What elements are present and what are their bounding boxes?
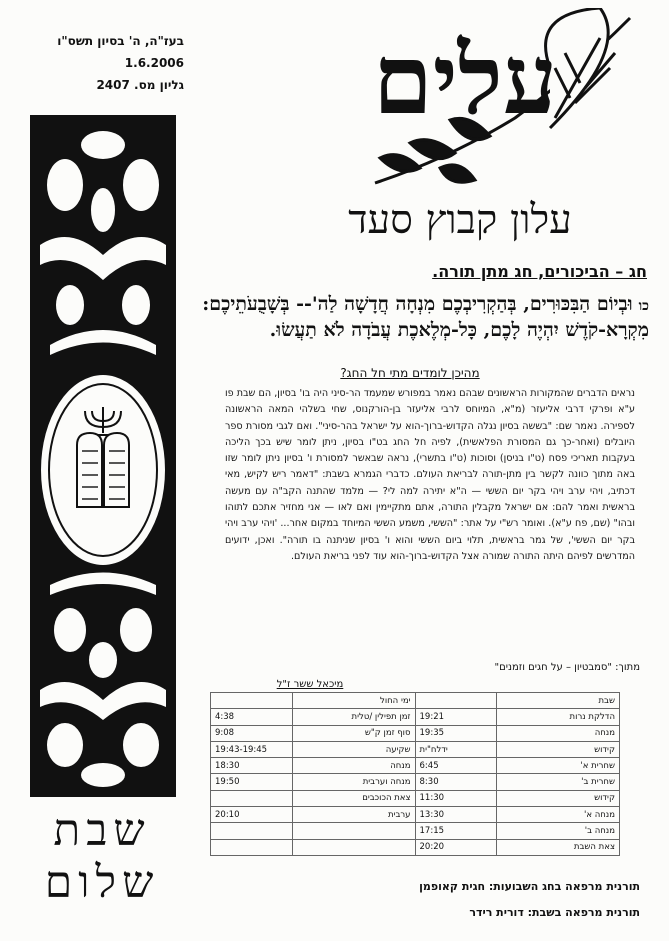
decorative-side-panel: [30, 115, 176, 797]
cell-shabbat-label: מנחה: [497, 725, 620, 741]
article-source: מתוך: "סמבטיון – על חגים וזמנים": [494, 662, 640, 673]
torah-verse: [194, 292, 649, 342]
tablets-medallion: [41, 375, 165, 565]
cell-holiday-label: סוף זמן ק"ש: [292, 725, 415, 741]
holiday-title: חג – הביכורים, חג מתן תורה.: [432, 262, 647, 281]
cell-shabbat-time: 20:20: [415, 839, 497, 855]
footer-line-1: תורנית מרפאה בחג השבועות: חגית קאופמן: [419, 880, 640, 893]
cell-shabbat-label: שחרית ב': [497, 774, 620, 790]
cell-holiday-label: [292, 839, 415, 855]
cell-shabbat-time: 19:21: [415, 709, 497, 725]
cell-shabbat-label: קידוש: [497, 741, 620, 757]
cell-shabbat-label: מנחה ב': [497, 823, 620, 839]
cell-holiday-time: 18:30: [211, 758, 293, 774]
footer-line-2: תורנית מרפאה בשבת: דורית רידר: [469, 906, 640, 919]
cell-holiday-label: שקיעה: [292, 741, 415, 757]
cell-holiday-time: [211, 839, 293, 855]
cell-holiday-time: [211, 790, 293, 806]
issue-date: 1.6.2006: [124, 56, 184, 70]
cell-holiday-label: מנחה: [292, 758, 415, 774]
article-question: מהיכן לומדים מתי חל החג?: [340, 366, 480, 380]
cell-holiday-time: 19:43-19:45: [211, 741, 293, 757]
article-author: מיכאל ששר ז"ל: [276, 679, 344, 690]
prayer-schedule-table: [210, 692, 620, 856]
table-header-row: [211, 693, 620, 709]
cell-shabbat-time: 17:15: [415, 823, 497, 839]
cell-shabbat-label: שחרית א': [497, 758, 620, 774]
issue-number: גליון מס. 2407: [96, 78, 184, 92]
cell-holiday-label: מנחה וערבית: [292, 774, 415, 790]
issue-meta: [14, 30, 184, 96]
cell-shabbat-time: ידלח"ית: [415, 741, 497, 757]
cell-holiday-label: ערבית: [292, 807, 415, 823]
verse-number: כו: [638, 298, 649, 314]
cell-shabbat-time: 11:30: [415, 790, 497, 806]
cell-shabbat-time: 6:45: [415, 758, 497, 774]
article-body: נראים הדברים שהמקורות הראשונים שבהם נאמר במפורש שמעמד הר-סיני היה בו' בסיון, הם שבת פו ע"א ופרקי דרבי אליעזר (מ"א, המיוחס לרבי אליעזר בן-הורקנוס, שחי בשלהי המאה הראשונה לספירה. נאמר שם: "בששה בסיון נגלה הקדוש-ברוך-הוא על ישראל בהר-סיני". ואם לגבי מסורת ספר היובלים (ואחר-כך גם המסורת הפלאשית), לפיה חל החג בט"ו בסיון, ניתן לומר שיש בכך הליכה בעקבות תאריכי פסח (ט"ו בניסן) וסוכות (ט"ו בתשרי), נראה שבאשר למסורת ו' בסיון ניתן לומר שזו באה מתוך כוונה לקשר בין מתן-תורה לבריאת העולם. כדברי הגמרא בשבת: "דאמר ריש לקיש, מאי דכתיב, ויהי ערב ויהי בקר יום הששי — ה"א יתירה למה לי? — מלמד שהתנה הקב"ה עם מעשה בראשית ואמר להם: אם ישראל מקבלין התורה, אתם מתקיימין ואם לאו — אני מחזיר אתכם לתוהו ובהו" (שם, פח ע"א). ואומר רש"י על אתר: "הששי, משמע הששי המיוחד במקום אחר... 'ויהי ערב ויהי בקר יום הששי', של גמר בראשית, תלוי ביום הששי והוא ו' בסיון שניתנה בו תורה". ואכן, ידועים המדרשים לפיהם היתה התורה שמורה אצל הקדוש-ברוך-הוא עוד לפני בריאת העולם.: [225, 388, 635, 562]
cell-holiday-time: [211, 823, 293, 839]
table-row: [211, 839, 620, 855]
logo-text: עלים: [372, 23, 558, 136]
cell-holiday-label: זמן תפילין /טלית: [292, 709, 415, 725]
header-holiday: ימי החול: [292, 693, 415, 709]
cell-shabbat-label: צאת השבת: [497, 839, 620, 855]
cell-shabbat-time: 13:30: [415, 807, 497, 823]
cell-shabbat-time: 8:30: [415, 774, 497, 790]
table-row: [211, 758, 620, 774]
cell-shabbat-label: קידוש: [497, 790, 620, 806]
side-line-1: שבת: [53, 805, 151, 856]
cell-holiday-time: 4:38: [211, 709, 293, 725]
table-row: [211, 741, 620, 757]
cell-shabbat-time: 19:35: [415, 725, 497, 741]
table-row: [211, 790, 620, 806]
cell-holiday-label: [292, 823, 415, 839]
table-row: [211, 774, 620, 790]
header-shabbat: שבת: [497, 693, 620, 709]
cell-shabbat-label: הדלקת נרות: [497, 709, 620, 725]
table-row: [211, 725, 620, 741]
cell-holiday-time: 20:10: [211, 807, 293, 823]
cell-shabbat-label: מנחה א': [497, 807, 620, 823]
verse-text: וּבְיוֹם הַבִּכּוּרִים, בְּהַקְרִיבְכֶם מִנְחָה חֲדָשָׁה לַה'-- בְּשָׁבֻעֹתֵיכֶם: מִקְרָא-קֹדֶשׁ יִהְיֶה לָכֶם, כָּל-מְלֶאכֶת עֲבֹדָה לֹא תַעֲשׂוּ.: [202, 293, 649, 341]
cell-holiday-time: 19:50: [211, 774, 293, 790]
side-line-2: שלום: [44, 857, 160, 908]
masthead-logo: [300, 8, 650, 198]
table-row: [211, 807, 620, 823]
shabbat-shalom-caption: [22, 805, 182, 909]
table-row: [211, 709, 620, 725]
cell-holiday-time: 9:08: [211, 725, 293, 741]
masthead-subtitle: עלון קבוץ סעד: [348, 197, 572, 243]
issue-date-hebrew: בעז"ה, ה' בסיון תשס"ו: [57, 34, 184, 48]
cell-holiday-label: צאת הכוכבים: [292, 790, 415, 806]
table-row: [211, 823, 620, 839]
